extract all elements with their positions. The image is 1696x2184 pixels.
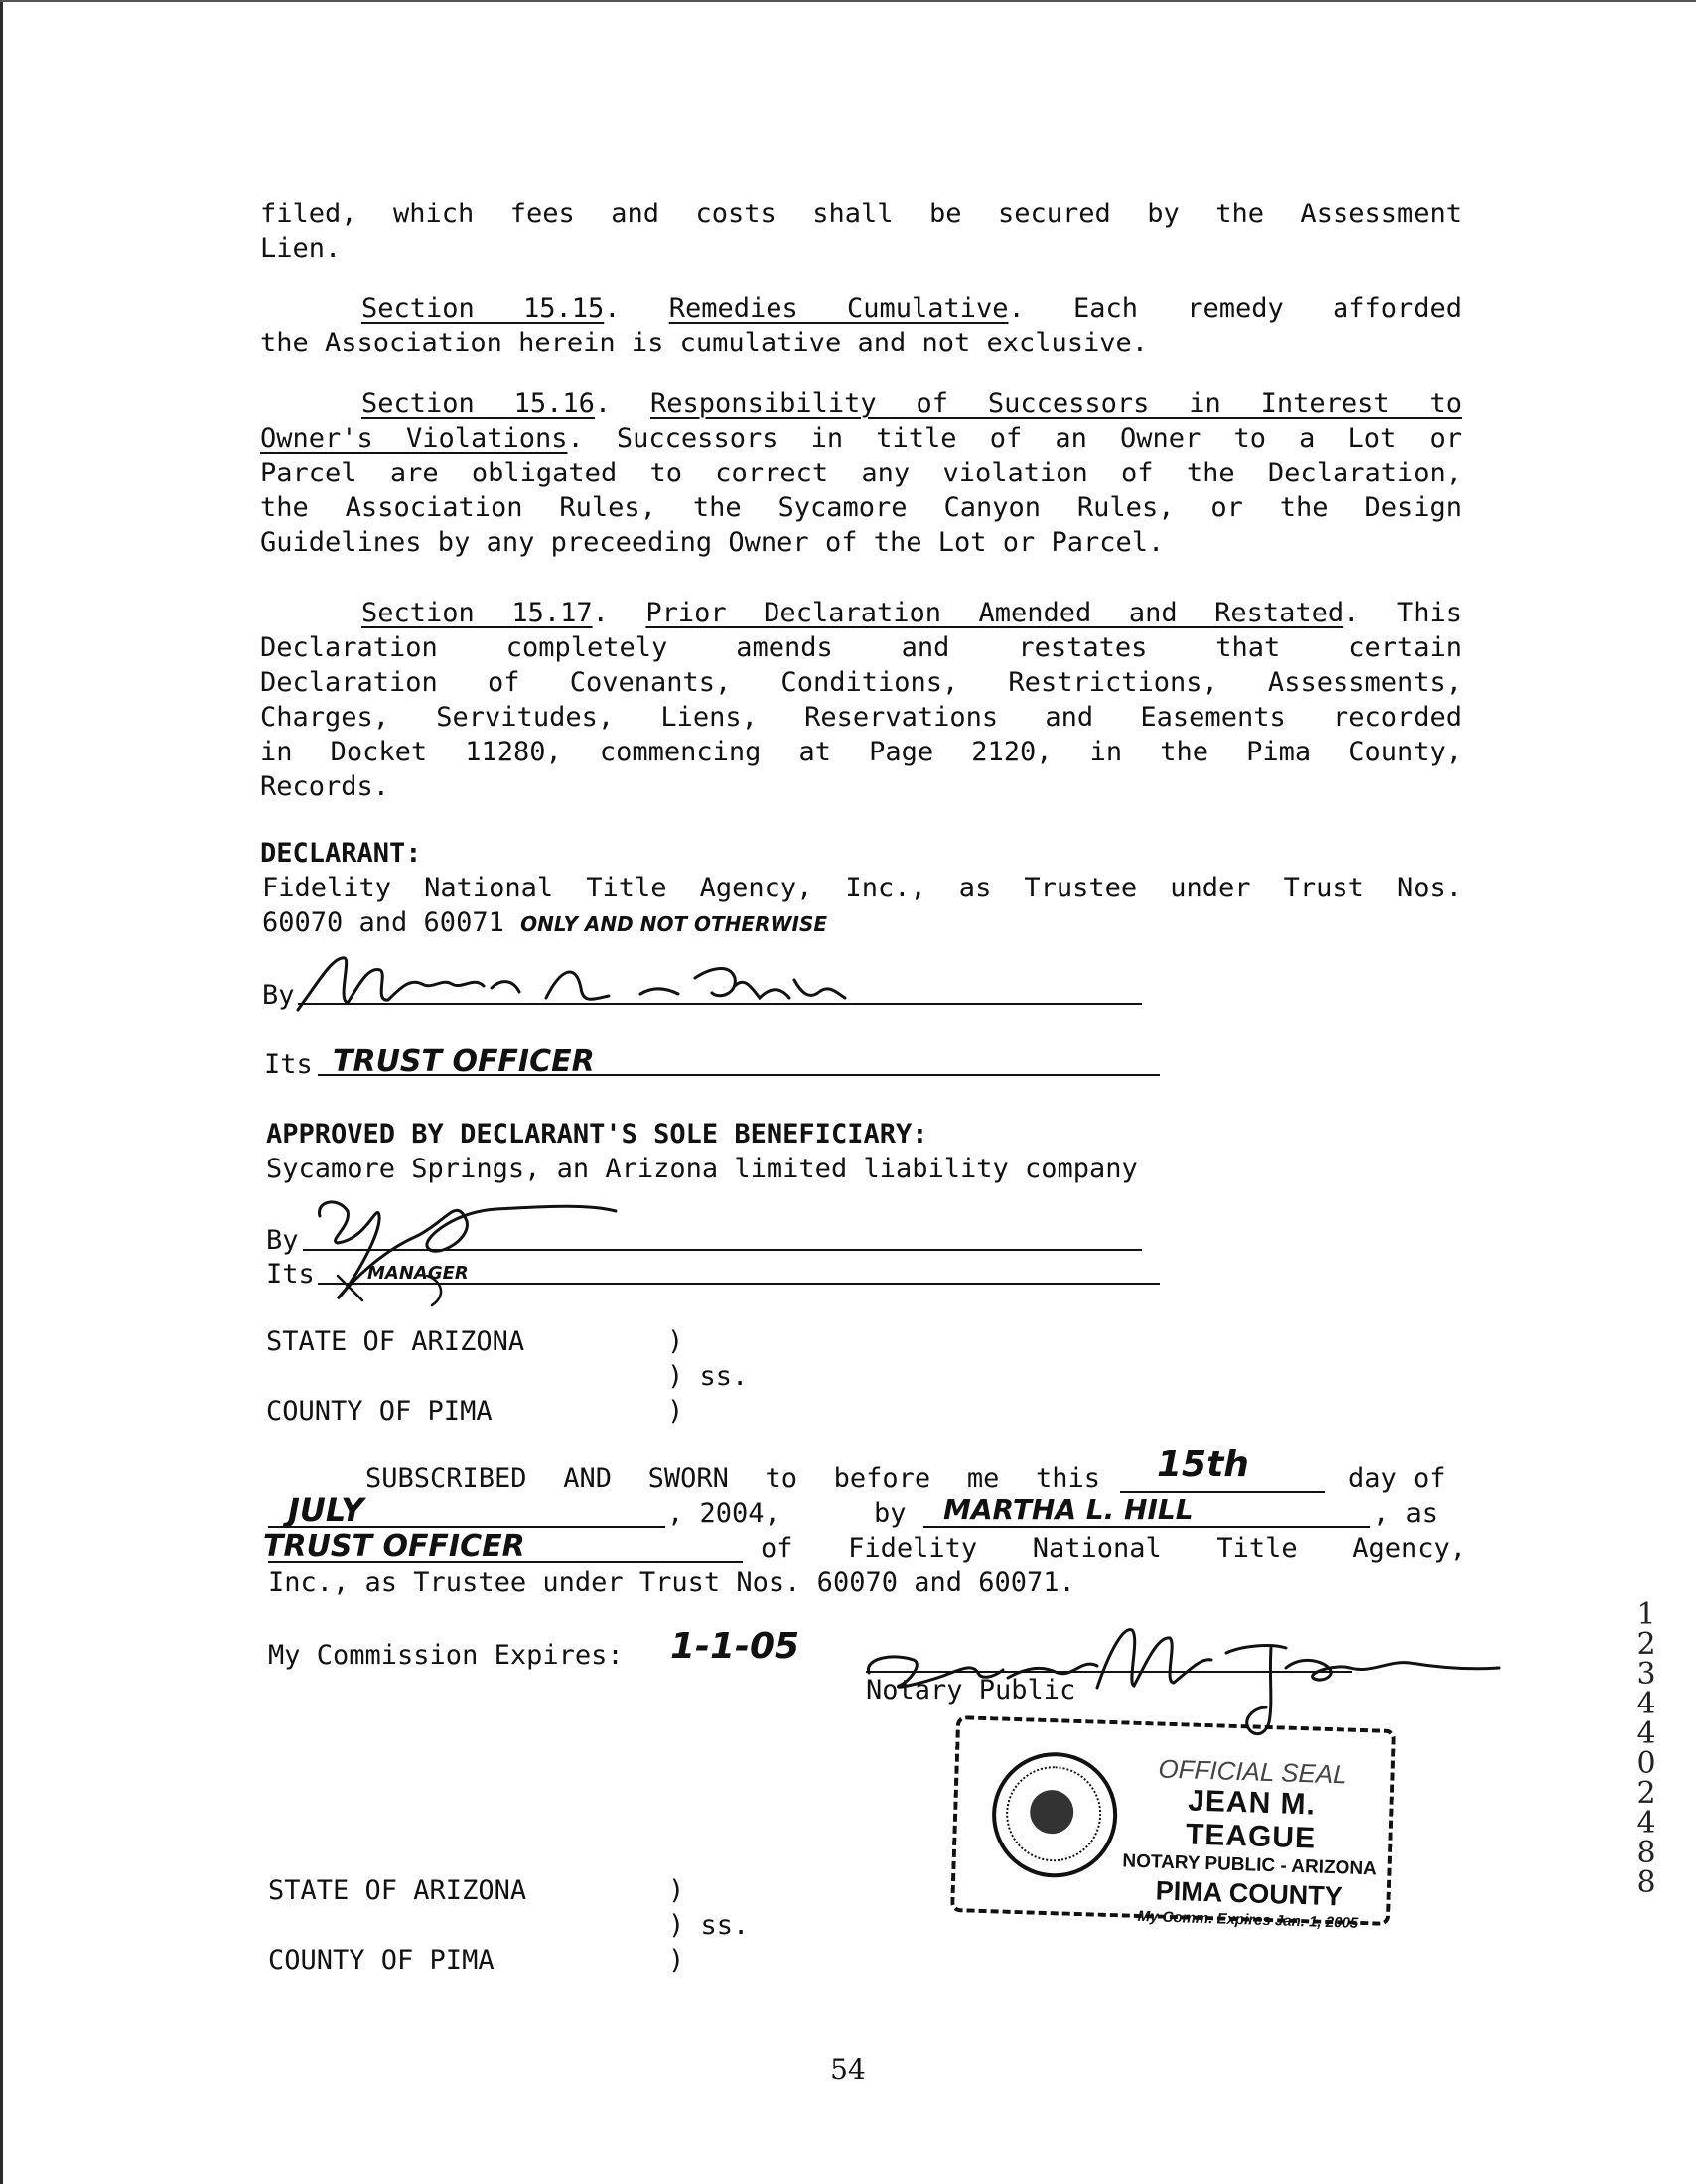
handwritten-note: ONLY AND NOT OTHERWISE [520, 912, 828, 936]
jurat-word: this [1035, 1463, 1100, 1494]
jurat-day-of: day of [1348, 1463, 1446, 1494]
jurat-year: , 2004, [667, 1498, 780, 1529]
beneficiary-line-1: Sycamore Springs, an Arizona limited liability company [266, 1154, 1138, 1184]
venue1-paren-1: ) [667, 1326, 684, 1357]
page-number: 54 [830, 2053, 866, 2086]
name-value: MARTHA L. HILL [943, 1493, 1194, 1526]
seal-line-5: My Comm. Expires Jan. 1, 2005 [1137, 1907, 1359, 1932]
official-seal-stamp [950, 1715, 1396, 1932]
section-15-15-line-2: the Association herein is cumulative and not exclusive. [260, 328, 1149, 358]
beneficiary-heading: APPROVED BY DECLARANT'S SOLE BENEFICIARY: [266, 1119, 928, 1150]
beneficiary-by-label: By [266, 1225, 299, 1256]
declarant-its-value: TRUST OFFICER [333, 1044, 595, 1079]
declarant-heading: DECLARANT: [260, 838, 422, 869]
jurat-word: SUBSCRIBED [365, 1463, 527, 1494]
venue1-ss: ) ss. [667, 1361, 749, 1392]
section-15-17-number: Section 15.17 [361, 598, 593, 628]
section-15-17-tail: . This [1343, 598, 1462, 628]
section-15-15-tail: . Each remedy afforded [1008, 293, 1463, 324]
scan-edge [0, 0, 3, 2184]
section-15-16-tail: . Successors in title of an Owner to a Lot or [567, 423, 1462, 454]
commission-label: My Commission Expires: [268, 1640, 624, 1671]
section-15-17-line-5: in Docket 11280, commencing at Page 2120, in the Pima County, [260, 737, 1462, 767]
section-15-16-line-5: Guidelines by any preceeding Owner of the Lot or Parcel. [260, 527, 1165, 558]
section-15-17-title: Prior Declaration Amended and Restated [645, 598, 1344, 628]
seal-line-3: NOTARY PUBLIC - ARIZONA [1122, 1850, 1378, 1880]
section-15-16-line-2 [260, 421, 1462, 456]
beneficiary-signature [308, 1181, 636, 1310]
jurat-by: by [874, 1498, 907, 1529]
section-15-16-title-2: Owner's Violations [260, 423, 568, 454]
venue1-paren-3: ) [667, 1396, 684, 1427]
declarant-signature [293, 948, 859, 1018]
venue2-paren-1: ) [668, 1875, 685, 1906]
notary-label: Notary Public [866, 1675, 1076, 1706]
jurat-word: before [833, 1463, 931, 1494]
section-15-15-number: Section 15.15 [361, 293, 605, 324]
declarant-line-2 [262, 905, 1464, 942]
section-15-16-title-1: Responsibility of Successors in Interest to [650, 388, 1462, 419]
seal-line-4: PIMA COUNTY [1155, 1875, 1343, 1912]
section-15-17-line-4: Charges, Servitudes, Liens, Reservations and Easements recorded [260, 702, 1462, 733]
section-15-16-number: Section 15.16 [361, 388, 595, 419]
venue1-county: COUNTY OF PIMA [266, 1396, 493, 1427]
beneficiary-its-value: MANAGER [367, 1263, 469, 1284]
jurat-line-1 [365, 1461, 1100, 1496]
declarant-its-label: Its [264, 1049, 313, 1080]
section-15-16-line-1: Section 15.16. Responsibility of Successors in Interest to [361, 388, 1462, 419]
jurat-word: SWORN [647, 1463, 729, 1494]
section-15-17-line-6: Records. [260, 771, 390, 802]
month-value: JULY [288, 1491, 364, 1529]
section-15-16-line-3: Parcel are obligated to correct any violation of the Declaration, [260, 458, 1462, 488]
trust-numbers: 60070 and 60071 [262, 907, 504, 938]
beneficiary-its-label: Its [266, 1259, 315, 1290]
name-line [923, 1526, 1370, 1528]
venue1-state: STATE OF ARIZONA [266, 1326, 525, 1357]
scan-edge-top [0, 0, 1696, 2]
intro-line-1: filed, which fees and costs shall be secured by the Assessment [260, 199, 1462, 229]
state-seal-emblem [990, 1750, 1119, 1879]
declarant-by-label: By [262, 980, 295, 1011]
venue2-paren-3: ) [668, 1945, 685, 1976]
jurat-word: to [765, 1463, 798, 1494]
venue2-county: COUNTY OF PIMA [268, 1945, 495, 1976]
section-15-17-line-3: Declaration of Covenants, Conditions, Restrictions, Assessments, [260, 667, 1462, 698]
venue2-ss: ) ss. [668, 1910, 750, 1941]
day-value: 15th [1157, 1444, 1249, 1485]
recording-number: 12344 02488 [1636, 1597, 1656, 1900]
jurat-word: me [966, 1463, 1000, 1494]
commission-value: 1-1-05 [670, 1626, 800, 1667]
jurat-word: AND [563, 1463, 612, 1494]
section-15-15-line-1: Section 15.15. Remedies Cumulative. Each remedy afforded [361, 293, 1463, 324]
declarant-line-1: Fidelity National Title Agency, Inc., as Trustee under Trust Nos. [262, 873, 1462, 903]
section-15-15-title: Remedies Cumulative [668, 293, 1009, 324]
section-15-17-line-1: Section 15.17. Prior Declaration Amended and Restated. This [361, 598, 1462, 628]
jurat-last-line: Inc., as Trustee under Trust Nos. 60070 and 60071. [268, 1568, 1075, 1598]
seal-line-2: JEAN M. TEAGUE [1185, 1784, 1317, 1855]
capacity-value: TRUST OFFICER [263, 1529, 525, 1564]
section-15-17-line-2: Declaration completely amends and restates that certain [260, 632, 1462, 663]
seal-line-1: OFFICIAL SEAL [1158, 1753, 1348, 1790]
seal-text-block [1118, 1752, 1383, 1935]
section-15-16-line-4: the Association Rules, the Sycamore Canyon Rules, or the Design [260, 492, 1462, 523]
intro-line-2: Lien. [260, 233, 342, 264]
venue2-state: STATE OF ARIZONA [268, 1875, 527, 1906]
jurat-as: , as [1373, 1498, 1439, 1529]
jurat-of-line: of Fidelity National Title Agency, [761, 1533, 1466, 1564]
